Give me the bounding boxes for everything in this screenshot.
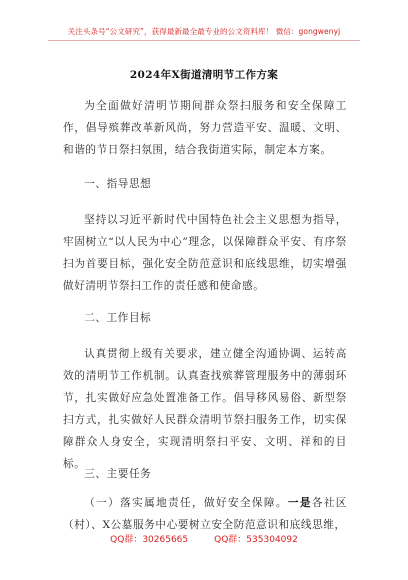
work-goals-paragraph: 认真贯彻上级有关要求，建立健全沟通协调、运转高效的清明节工作机制。认真查找殡葬管理服务中的薄弱环节，扎实做好应急处置准备工作。倡导移风易俗、新型祭扫方式，扎实做好人民群众清明节祭扫服务工作，切实保障群众人身安全，实现清明祭扫平安、文明、祥和的目标。 xyxy=(63,348,347,470)
intro-paragraph: 为全面做好清明节期间群众祭扫服务和安全保障工作，倡导殡葬改革新风尚，努力营造平安、温暖、文明、和谐的节日祭扫氛围，结合我街道实际，制定本方案。 xyxy=(63,100,347,156)
footer-contact xyxy=(0,532,408,545)
task-one-paragraph xyxy=(63,492,347,536)
section-heading-main-tasks: 三、主要任务 xyxy=(84,468,152,480)
promo-banner: 关注头条号“公文研究”，获得最新最全最专业的公文资料库！ 微信：gongwenyj xyxy=(67,27,341,36)
footer-qq-group-1: QQ群：30265665 xyxy=(110,535,189,545)
document-title: 2024年X街道清明节工作方案 xyxy=(129,69,279,81)
task-one-body: 各社区（村）、X公墓服务中心要树立安全防范意识和底线思维， xyxy=(63,497,347,531)
section-heading-work-goals: 二、工作目标 xyxy=(84,312,152,324)
banner-divider xyxy=(48,40,360,41)
section-heading-guiding-ideology: 一、指导思想 xyxy=(84,178,152,190)
task-one-heading: （一）落实属地责任，做好安全保障。 xyxy=(84,497,288,509)
guiding-ideology-paragraph: 坚持以习近平新时代中国特色社会主义思想为指导，牢固树立“以人民为中心”理念，以保障群众平安、有序祭扫为首要目标，强化安全防范意识和底线思维，切实增强做好清明节祭扫工作的责任感和使命感。 xyxy=(63,214,347,292)
task-one-lead: 一是 xyxy=(287,497,312,509)
footer-qq-group-2: QQ群：535304092 xyxy=(214,535,298,545)
